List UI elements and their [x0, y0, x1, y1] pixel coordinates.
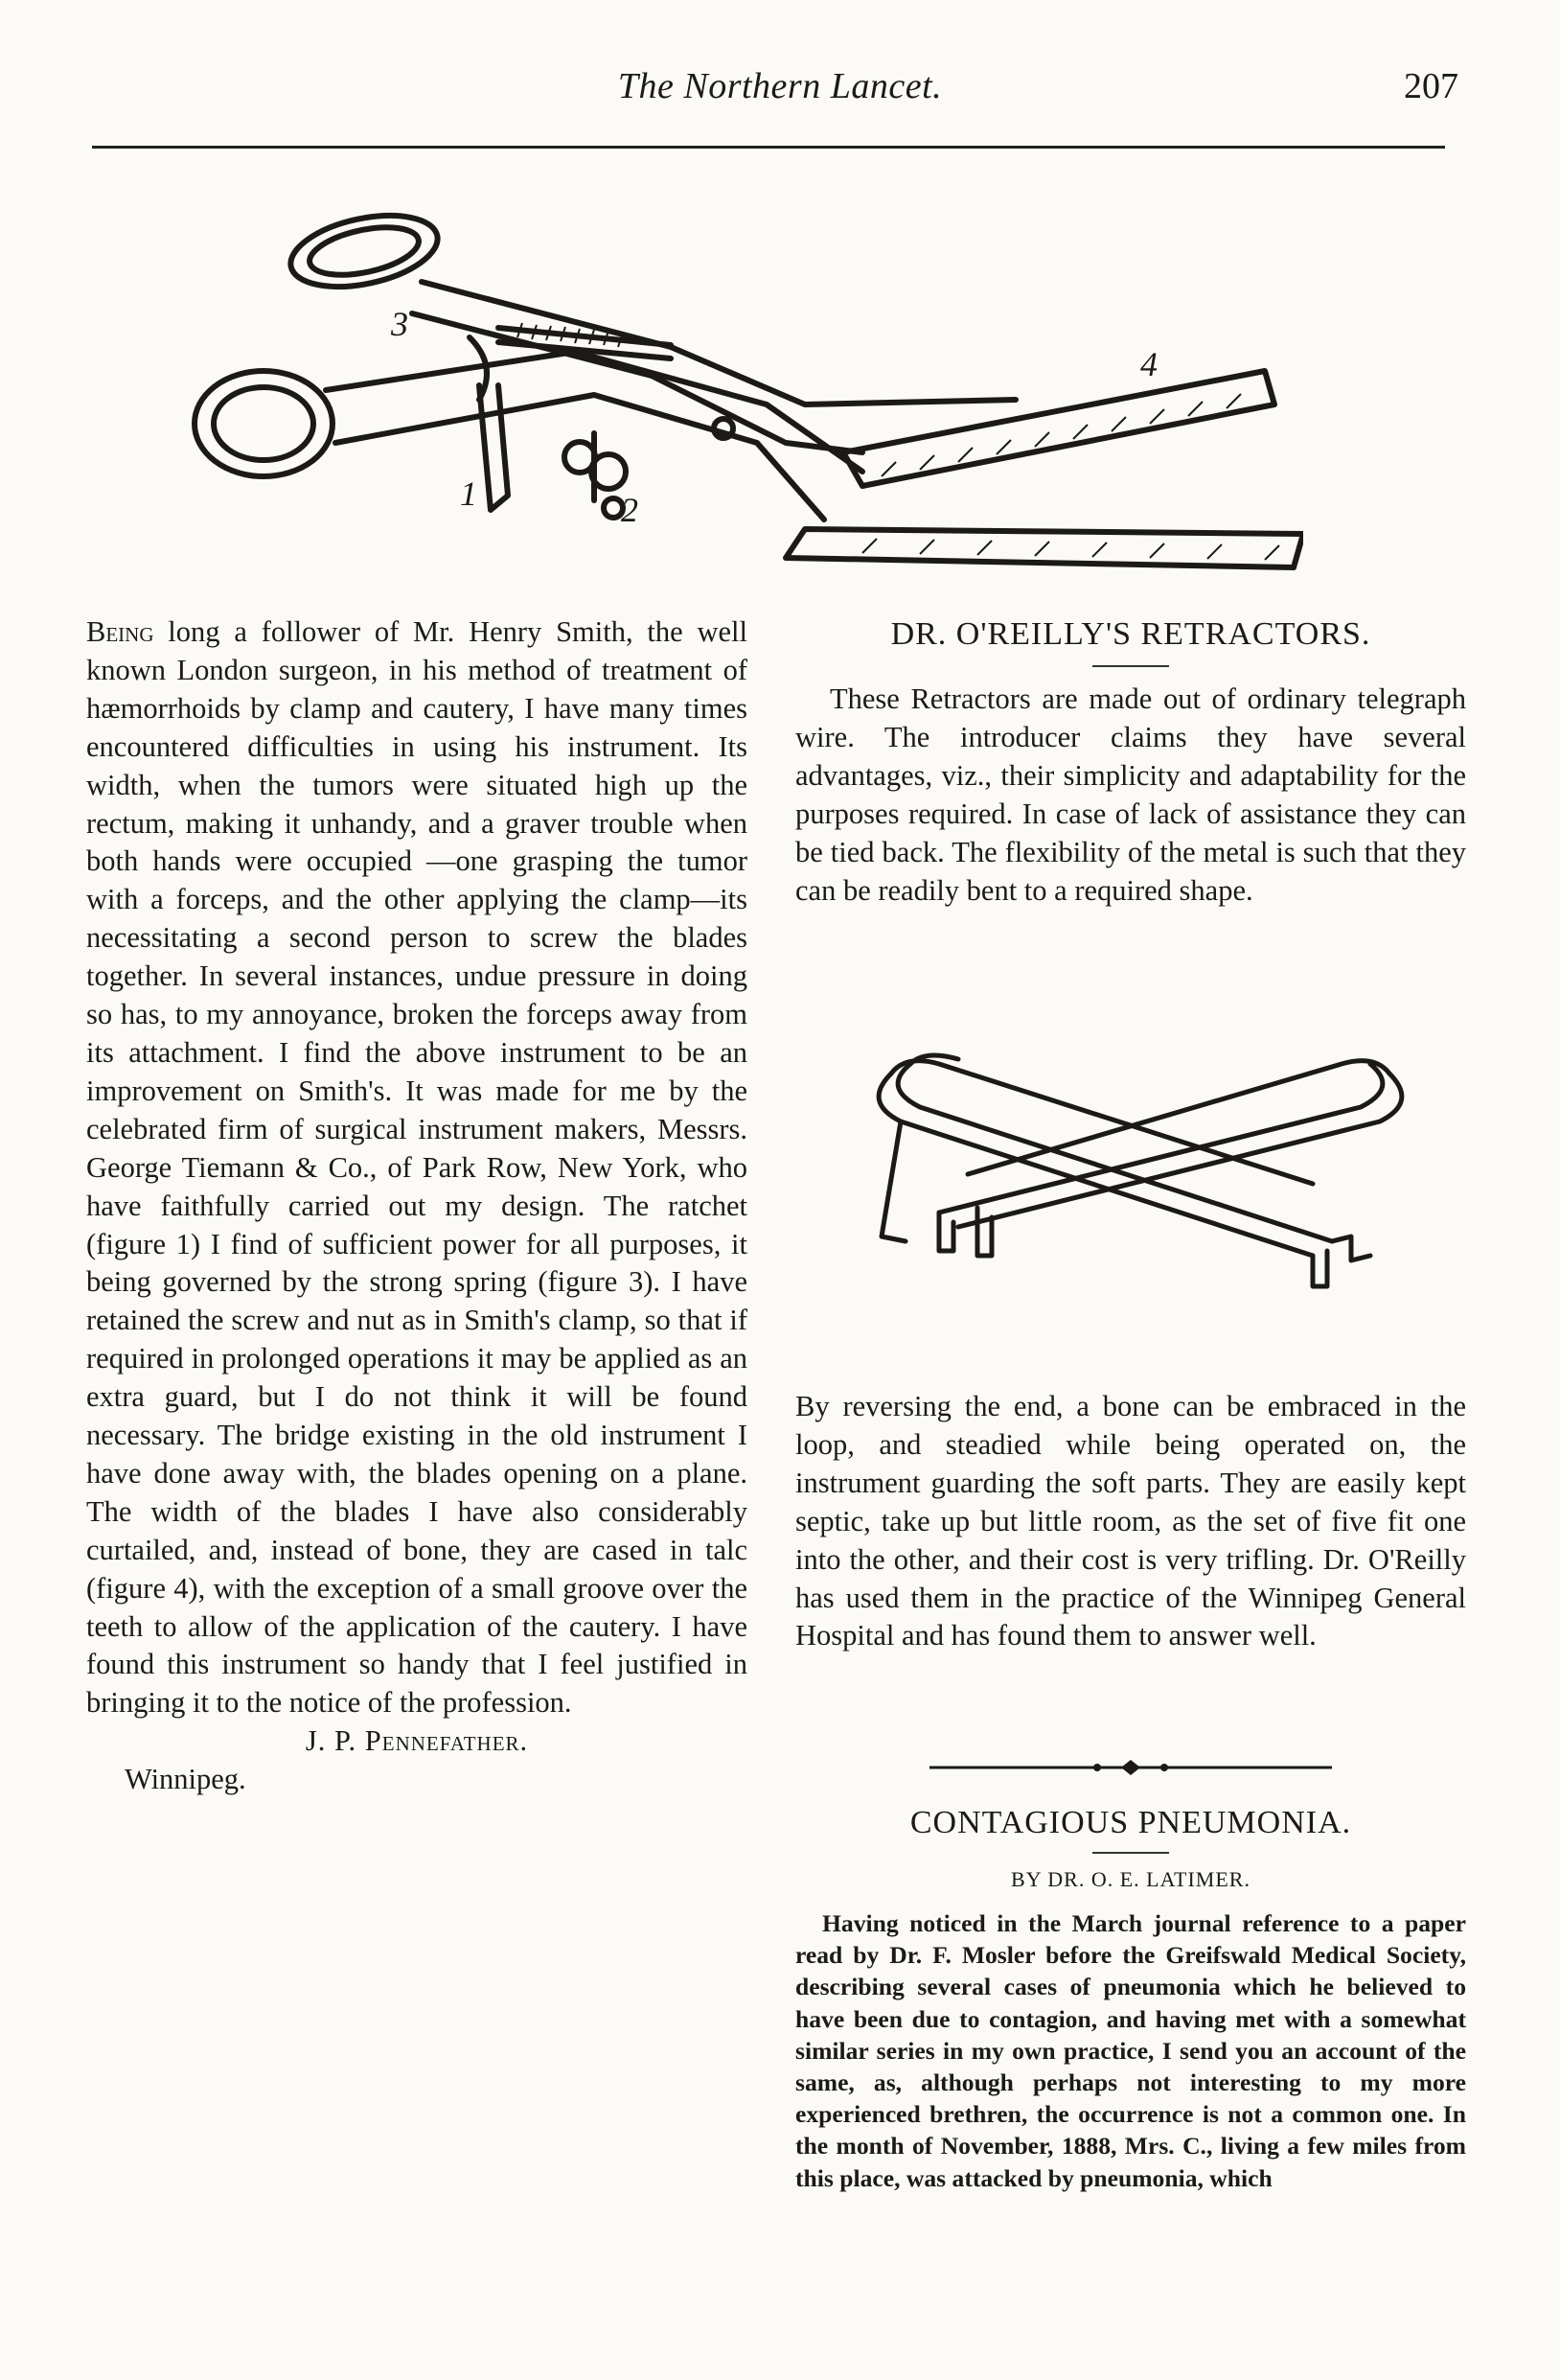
pneumonia-byline: BY DR. O. E. LATIMER.	[1011, 1867, 1250, 1891]
figure-label-2: 2	[621, 491, 638, 529]
pneumonia-title: CONTAGIOUS PNEUMONIA.	[909, 1805, 1352, 1840]
retractors-continued	[795, 1388, 1466, 1655]
running-head: The Northern Lancet.	[617, 66, 943, 106]
figure-label-1: 1	[460, 474, 477, 513]
pneumonia-section	[795, 1802, 1466, 2194]
title-rule	[1092, 665, 1169, 667]
pneumonia-title-rule	[1092, 1852, 1169, 1854]
instrument-article-text: long a follower of Mr. Henry Smith, the well known London surgeon, in his method of treatment of hæmorrhoids by clamp and cautery, I have many times encountered difficulties in using his instrument. Its width, when the tumors were situated high up the rectum, making it unhandy, and a graver trouble when both hands were occupied —one grasping the tumor with a forceps, and the other applying the clamp—its necessitating a second person to screw the blades together. In several instances, undue pressure in doing so has, to my annoyance, broken the forceps away from its attachment. I find the above instrument to be an improvement on Smith's. It was made for me by the celebrated firm of surgical instrument makers, Messrs. George Tiemann & Co., of Park Row, New York, who have faithfully carried out my design. The ratchet (figure 1) I find of sufficient power for all purposes, it being governed by the strong spring (figure 3). I have retained the screw and nut as in Smith's clamp, so that if required in prolonged operations it may be applied as an extra guard, but I do not think it will be found necessary. The bridge existing in the old instrument I have done away with, the blades opening on a plane. The width of the blades I have also considerably curtailed, and, instead of bone, they are cased in talc (figure 4), with the exception of a small groove over the teeth to allow of the application of the cautery. I have found this instrument so handy that I feel justified in bringing it to the notice of the profession.	[86, 615, 747, 1720]
left-column	[86, 613, 747, 1799]
section-divider	[929, 1758, 1332, 1777]
instrument-article-body	[86, 613, 747, 1722]
forceps-illustration	[192, 203, 1303, 606]
figure-label-4: 4	[1140, 345, 1158, 383]
retractors-title: DR. O'REILLY'S RETRACTORS.	[890, 616, 1371, 652]
author-signature: J. P. Pennefather.	[305, 1724, 529, 1758]
retractors-section	[795, 613, 1466, 910]
opening-word: Being	[86, 615, 154, 648]
header-rule	[92, 146, 1445, 149]
page-header	[92, 65, 1468, 132]
figure-label-3: 3	[391, 305, 408, 343]
page-number: 207	[1404, 66, 1458, 106]
pneumonia-paragraph-1: Having noticed in the March journal reference to a paper read by Dr. F. Mosler before the Greifswald Medical Society, describing several cases of pneumonia which he believed to have been due to contagion, and having met with a somewhat similar series in my own practice, I send you an account of the same, as, although perhaps not interesting to my more experienced brethren, the occurrence is not a common one. In the month of November, 1888, Mrs. C., living a few miles from this place, was attacked by pneumonia, which	[795, 1909, 1466, 2192]
retractors-paragraph-1: These Retractors are made out of ordinary telegraph wire. The introducer claims they have several advantages, viz., their simplicity and adaptability for the purposes required. In case of lack of assistance they can be tied back. The flexibility of the metal is such that they can be readily bent to a required shape.	[795, 682, 1466, 907]
retractors-paragraph-2: By reversing the end, a bone can be embraced in the loop, and steadied while being operated on, the instrument guarding the soft parts. They are easily kept septic, take up but little room, as the set of five fit one into the other, and their cost is very trifling. Dr. O'Reilly has used them in the practice of the Winnipeg General Hospital and has found them to answer well.	[795, 1390, 1466, 1652]
retractors-illustration	[853, 1035, 1418, 1294]
place-line: Winnipeg.	[125, 1763, 246, 1796]
